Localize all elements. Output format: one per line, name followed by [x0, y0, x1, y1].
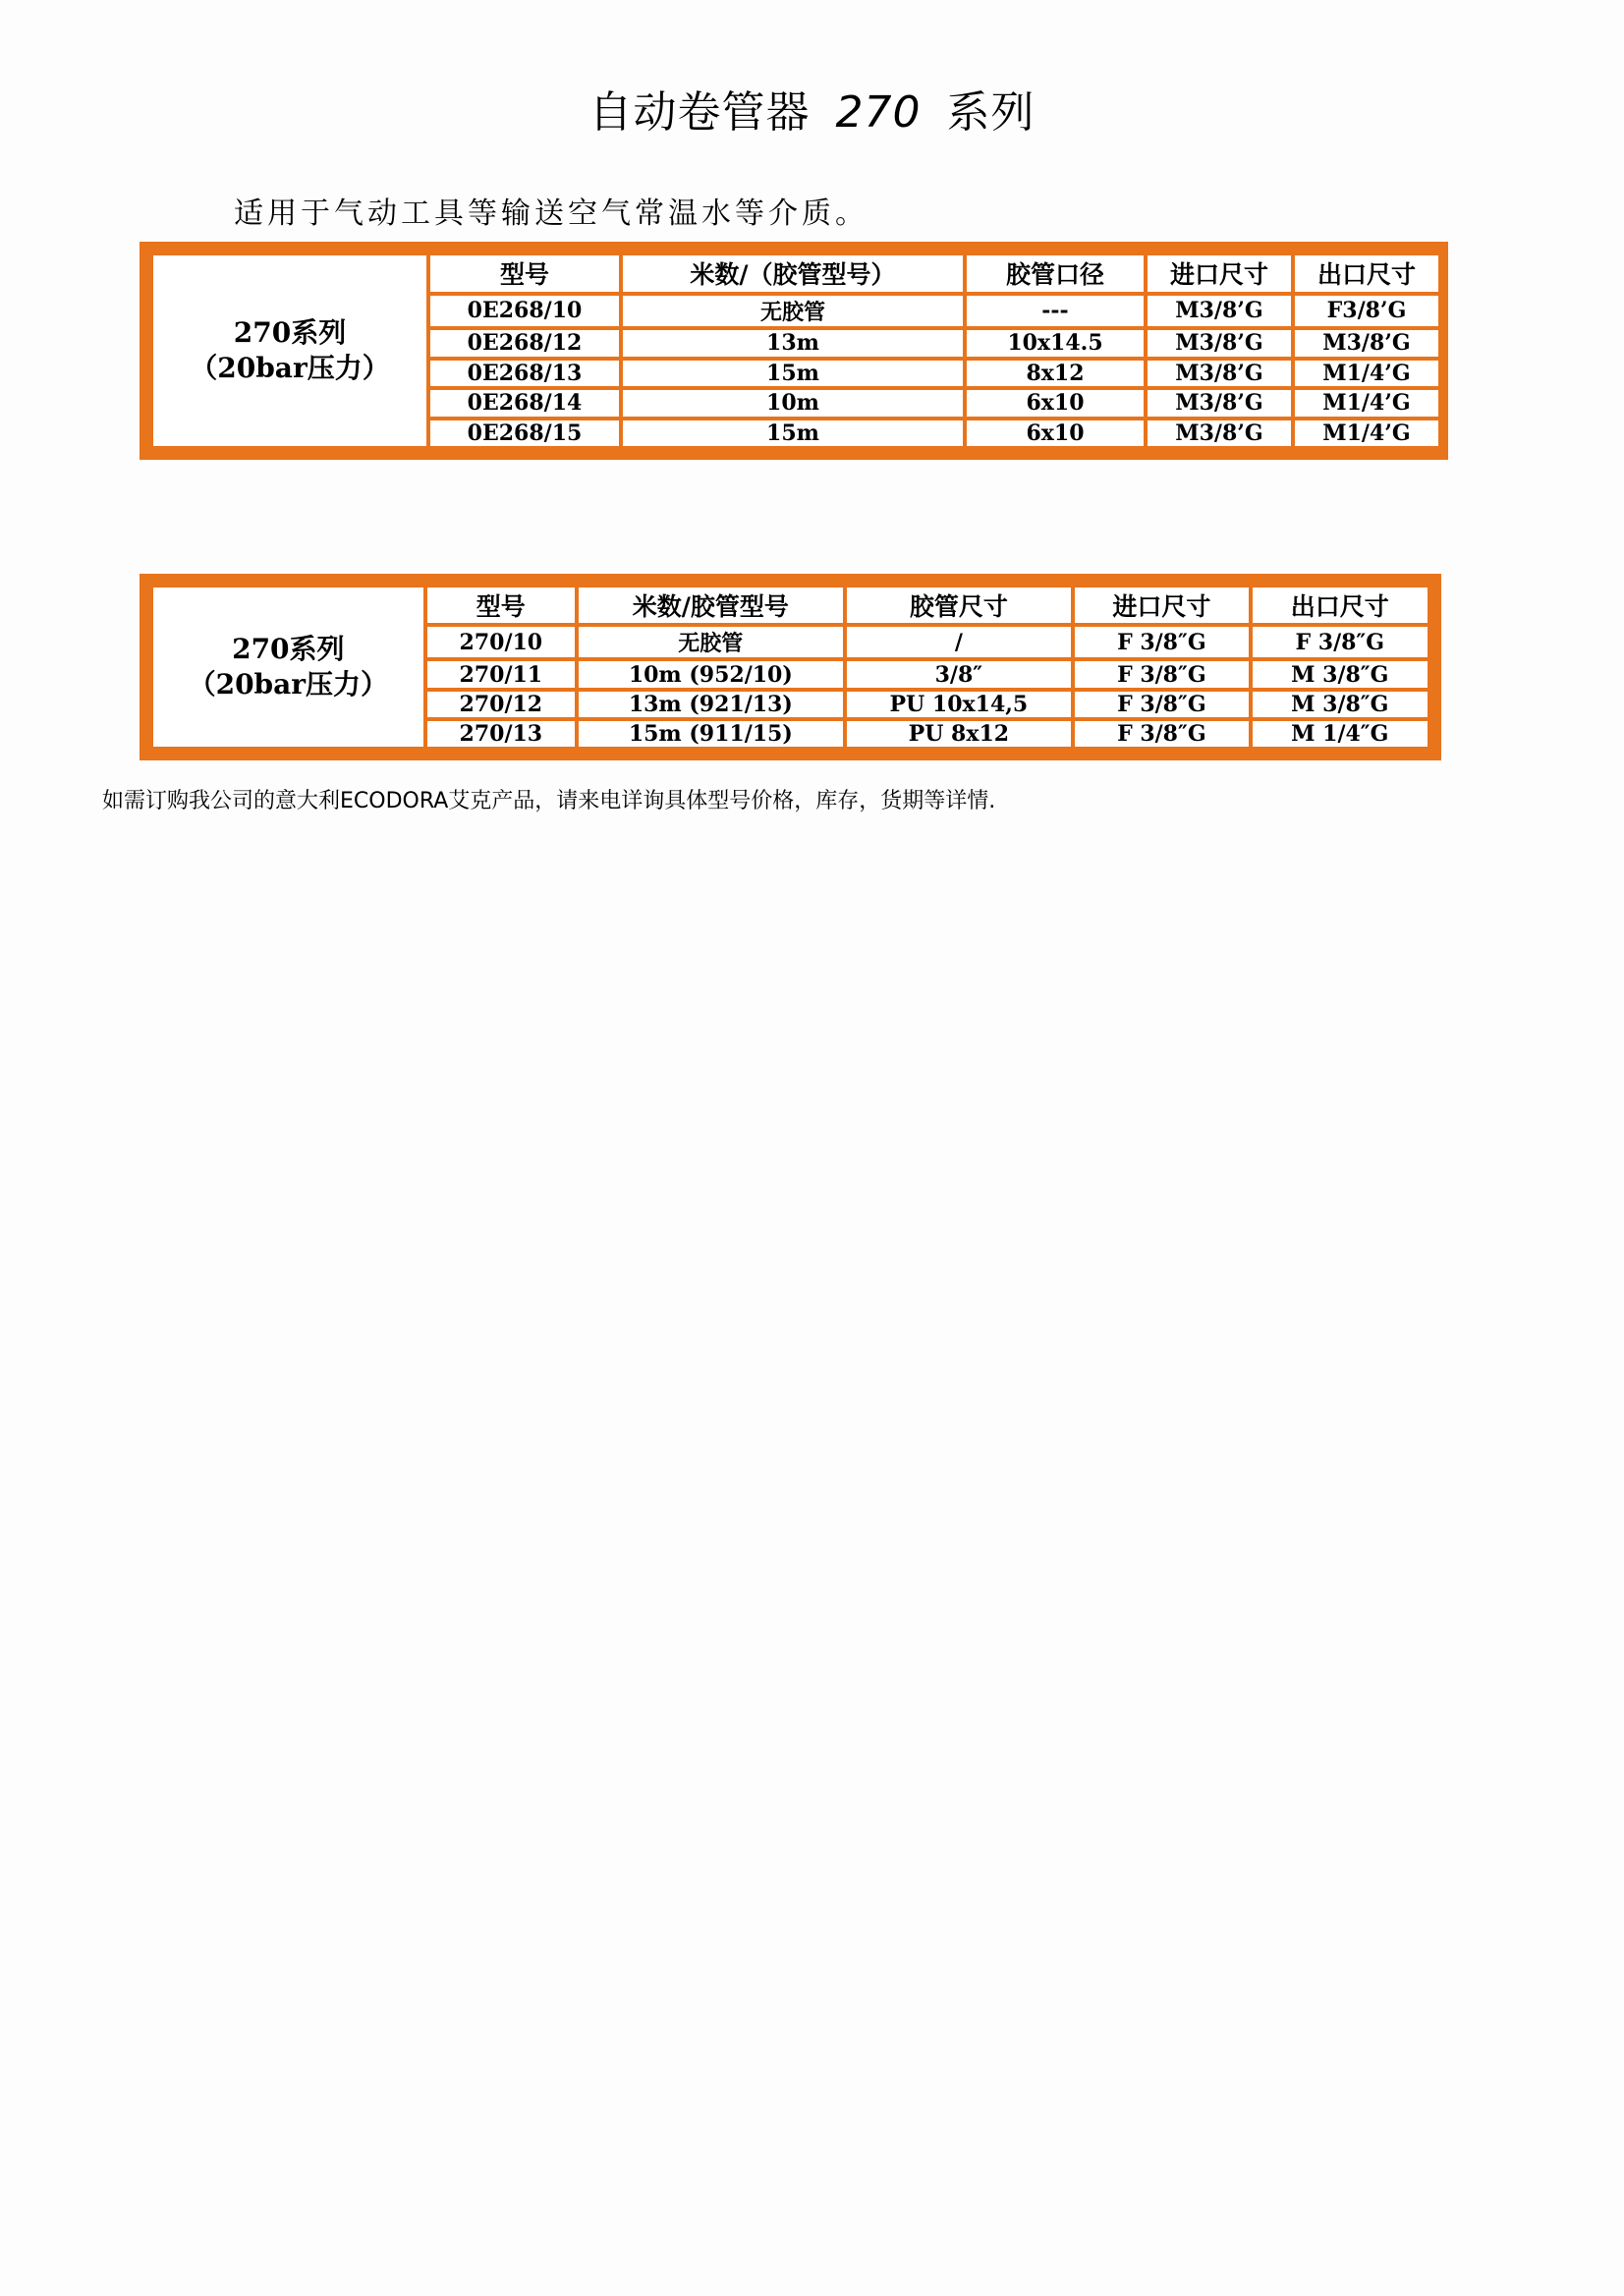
cell-model: 270/11 [425, 659, 577, 689]
cell-length: 13m [621, 328, 965, 358]
cell-model: 0E268/10 [428, 294, 621, 329]
cell-length: 无胶管 [621, 294, 965, 329]
series-name: 270系列 [233, 316, 347, 349]
page-title [0, 77, 1624, 140]
header-hose-size: 胶管尺寸 [845, 586, 1074, 625]
order-note: 如需订购我公司的意大利ECODORA艾克产品，请来电详询具体型号价格，库存，货期等详情. [102, 789, 996, 813]
cell-hose-size: / [845, 625, 1074, 659]
cell-diameter: 10x14.5 [965, 328, 1146, 358]
cell-diameter: 8x12 [965, 359, 1146, 388]
header-inlet: 进口尺寸 [1073, 586, 1250, 625]
spec-table-0e268 [140, 242, 1448, 460]
cell-inlet: M3/8’G [1146, 359, 1293, 388]
cell-outlet: F3/8’G [1293, 294, 1440, 329]
cell-outlet: M 1/4″G [1251, 719, 1429, 749]
cell-diameter: --- [965, 294, 1146, 329]
title-suffix: 系列 [946, 87, 1036, 138]
series-name: 270系列 [232, 633, 345, 665]
cell-hose-size: PU 10x14,5 [845, 690, 1074, 719]
header-length: 米数/（胶管型号） [621, 253, 965, 294]
cell-length: 无胶管 [577, 625, 845, 659]
cell-length: 13m (921/13) [577, 690, 845, 719]
header-inlet: 进口尺寸 [1146, 253, 1293, 294]
spec-table-270 [140, 574, 1441, 760]
header-model: 型号 [425, 586, 577, 625]
cell-outlet: M3/8’G [1293, 328, 1440, 358]
header-outlet: 出口尺寸 [1293, 253, 1440, 294]
table-header-row [151, 253, 1440, 294]
header-diameter: 胶管口径 [965, 253, 1146, 294]
cell-inlet: F 3/8″G [1073, 659, 1250, 689]
table-header-row [151, 586, 1429, 625]
cell-inlet: F 3/8″G [1073, 719, 1250, 749]
cell-inlet: M3/8’G [1146, 419, 1293, 449]
cell-outlet: M1/4’G [1293, 359, 1440, 388]
cell-inlet: M3/8’G [1146, 388, 1293, 418]
cell-outlet: M1/4’G [1293, 419, 1440, 449]
cell-inlet: F 3/8″G [1073, 625, 1250, 659]
cell-inlet: F 3/8″G [1073, 690, 1250, 719]
series-label-cell [151, 253, 428, 448]
cell-length: 10m (952/10) [577, 659, 845, 689]
cell-inlet: M3/8’G [1146, 294, 1293, 329]
series-pressure: （20bar压力） [190, 352, 390, 384]
cell-diameter: 6x10 [965, 419, 1146, 449]
cell-length: 10m [621, 388, 965, 418]
cell-model: 0E268/15 [428, 419, 621, 449]
header-length: 米数/胶管型号 [577, 586, 845, 625]
header-model: 型号 [428, 253, 621, 294]
cell-model: 270/13 [425, 719, 577, 749]
cell-model: 270/12 [425, 690, 577, 719]
cell-diameter: 6x10 [965, 388, 1146, 418]
cell-model: 0E268/13 [428, 359, 621, 388]
series-label-cell [151, 586, 425, 749]
cell-outlet: M 3/8″G [1251, 659, 1429, 689]
cell-model: 0E268/14 [428, 388, 621, 418]
cell-hose-size: PU 8x12 [845, 719, 1074, 749]
cell-model: 270/10 [425, 625, 577, 659]
title-number: 270 [835, 87, 922, 138]
cell-length: 15m [621, 419, 965, 449]
title-main: 自动卷管器 [588, 87, 811, 138]
page-subtitle: 适用于气动工具等输送空气常温水等介质。 [234, 196, 868, 231]
cell-length: 15m (911/15) [577, 719, 845, 749]
header-outlet: 出口尺寸 [1251, 586, 1429, 625]
series-pressure: （20bar压力） [188, 668, 389, 700]
cell-model: 0E268/12 [428, 328, 621, 358]
cell-inlet: M3/8’G [1146, 328, 1293, 358]
cell-outlet: F 3/8″G [1251, 625, 1429, 659]
cell-outlet: M 3/8″G [1251, 690, 1429, 719]
cell-length: 15m [621, 359, 965, 388]
cell-outlet: M1/4’G [1293, 388, 1440, 418]
cell-hose-size: 3/8″ [845, 659, 1074, 689]
